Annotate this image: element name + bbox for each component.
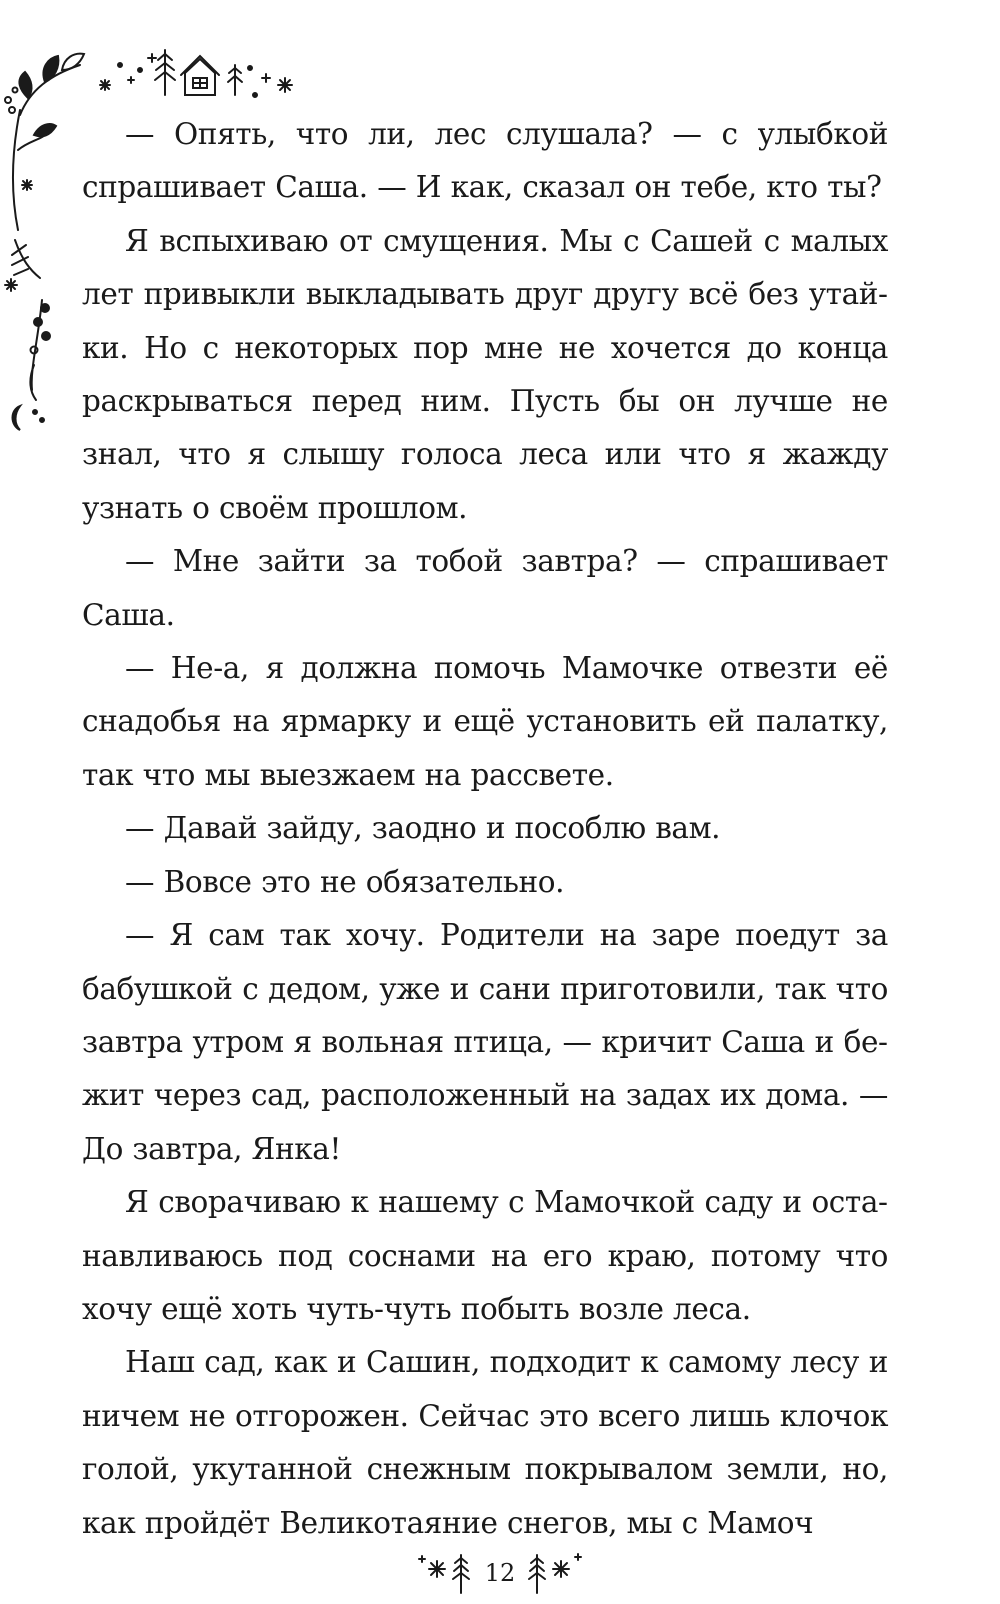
page-footer (0, 1548, 1000, 1598)
tree-snowflake-right-icon (525, 1551, 585, 1595)
page-number: 12 (484, 1559, 516, 1587)
paragraph: — Мне зайти за тобой завтра? — спрашивает Саша. (82, 544, 888, 632)
snowflake-tree-left-icon (415, 1551, 475, 1595)
paragraph: Я вспыхиваю от смущения. Мы с Сашей с малых лет привыкли выкладывать друг другу всё без утайки. Но с некоторых пор мне не хочется до конца раскрываться перед ним. Пусть бы он лучше не знал, что я слышу голоса леса или что я жажду узнать о своём прошлом. (82, 223, 888, 525)
paragraph: — Я сам так хочу. Родители на заре поедут за бабушкой с дедом, уже и сани приготовили, так что завтра утром я вольная птица, — кричит Саша и бежит через сад, расположенный на задах их дома. — До завтра, Янка! (82, 918, 888, 1166)
winter-vine-moon-icon (0, 40, 70, 450)
paragraph: — Давай зайду, заодно и пособлю вам. (125, 811, 721, 846)
paragraph: — Опять, что ли, лес слушала? — с улыбкой спрашивает Саша. — И как, сказал он тебе, кто ты? (82, 117, 888, 205)
paragraph: Наш сад, как и Сашин, подходит к самому лесу и ничем не отгорожен. Сейчас это всего лишь клочок голой, укутанной снежным покрывалом земли, но, как пройдёт Великотаяние снегов, мы с Мамоч (82, 1345, 888, 1540)
paragraph: — Вовсе это не обязательно. (125, 864, 565, 899)
paragraph: Я сворачиваю к нашему с Мамочкой саду и останавливаюсь под соснами на его краю, потому что хочу ещё хоть чуть-чуть побыть возле леса. (82, 1185, 888, 1326)
body-text (82, 108, 888, 1550)
paragraph: — Не-а, я должна помочь Мамочке отвезти её снадобья на ярмарку и ещё установить ей палатку, так что мы выезжаем на рассвете. (82, 651, 888, 792)
